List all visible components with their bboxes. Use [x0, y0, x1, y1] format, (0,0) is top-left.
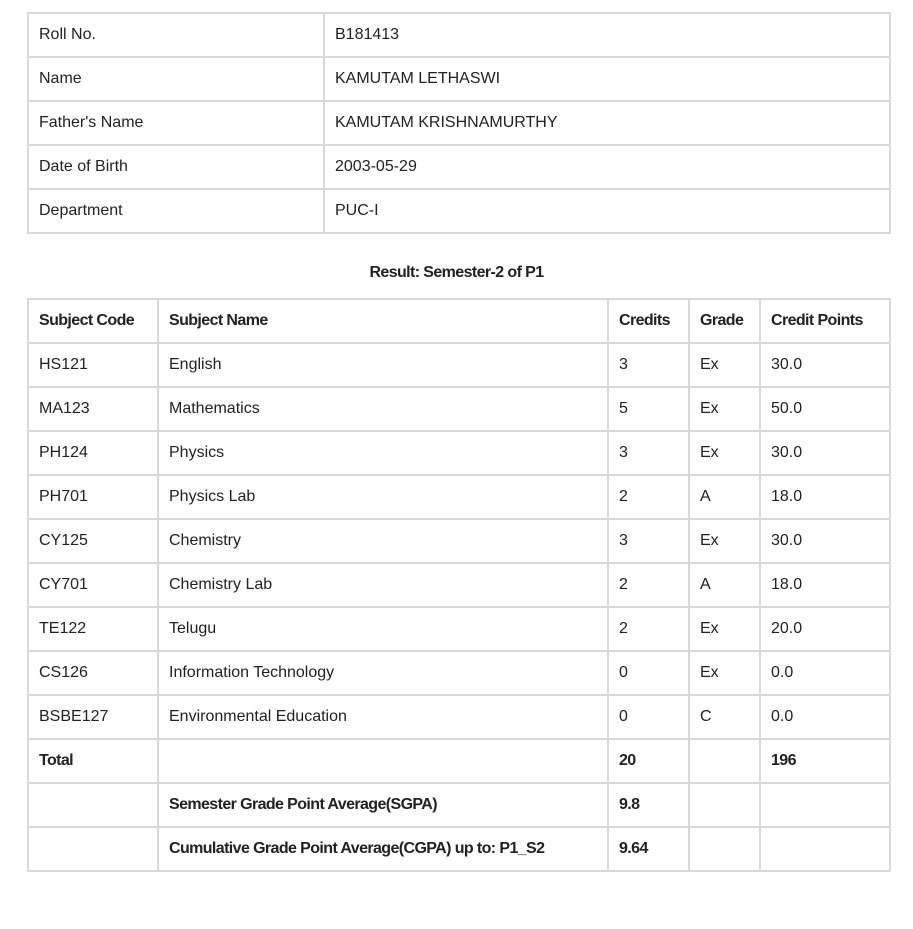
- father-value: KAMUTAM KRISHNAMURTHY: [324, 101, 890, 145]
- father-label: Father's Name: [28, 101, 324, 145]
- roll-label: Roll No.: [28, 13, 324, 57]
- table-row: [28, 607, 890, 651]
- subject-name: Physics Lab: [158, 475, 608, 519]
- dept-value: PUC-I: [324, 189, 890, 233]
- subject-name: Chemistry: [158, 519, 608, 563]
- subject-code: HS121: [28, 343, 158, 387]
- sgpa-empty-points: [760, 783, 890, 827]
- grade: Ex: [689, 343, 760, 387]
- total-empty-grade: [689, 739, 760, 783]
- grade: C: [689, 695, 760, 739]
- table-row: [28, 563, 890, 607]
- table-row: [28, 519, 890, 563]
- marks-table: [27, 298, 891, 872]
- name-row: [28, 57, 890, 101]
- credits: 5: [608, 387, 689, 431]
- credits: 2: [608, 607, 689, 651]
- grade: Ex: [689, 431, 760, 475]
- credit-points: 18.0: [760, 563, 890, 607]
- credits: 2: [608, 475, 689, 519]
- credit-points: 0.0: [760, 695, 890, 739]
- credit-points: 50.0: [760, 387, 890, 431]
- credit-points: 20.0: [760, 607, 890, 651]
- dob-label: Date of Birth: [28, 145, 324, 189]
- grade: Ex: [689, 651, 760, 695]
- credit-points: 30.0: [760, 343, 890, 387]
- table-row: [28, 475, 890, 519]
- header-credit-points: Credit Points: [760, 299, 890, 343]
- cgpa-empty-code: [28, 827, 158, 871]
- grade: A: [689, 563, 760, 607]
- subject-code: BSBE127: [28, 695, 158, 739]
- credits: 3: [608, 431, 689, 475]
- name-value: KAMUTAM LETHASWI: [324, 57, 890, 101]
- father-row: [28, 101, 890, 145]
- header-credits: Credits: [608, 299, 689, 343]
- dob-row: [28, 145, 890, 189]
- subject-name: Information Technology: [158, 651, 608, 695]
- grade: A: [689, 475, 760, 519]
- dept-row: [28, 189, 890, 233]
- grade: Ex: [689, 387, 760, 431]
- credits: 2: [608, 563, 689, 607]
- grade: Ex: [689, 519, 760, 563]
- credits: 0: [608, 695, 689, 739]
- credit-points: 0.0: [760, 651, 890, 695]
- credits: 3: [608, 343, 689, 387]
- name-label: Name: [28, 57, 324, 101]
- subject-code: TE122: [28, 607, 158, 651]
- subject-name: Telugu: [158, 607, 608, 651]
- total-label: Total: [28, 739, 158, 783]
- sgpa-value: 9.8: [608, 783, 689, 827]
- roll-value: B181413: [324, 13, 890, 57]
- dob-value: 2003-05-29: [324, 145, 890, 189]
- cgpa-empty-points: [760, 827, 890, 871]
- result-heading: Result: Semester-2 of P1: [369, 264, 544, 281]
- total-row: [28, 739, 890, 783]
- credits: 3: [608, 519, 689, 563]
- header-row: [28, 299, 890, 343]
- subject-code: CY701: [28, 563, 158, 607]
- dept-label: Department: [28, 189, 324, 233]
- subject-name: Physics: [158, 431, 608, 475]
- subject-name: Chemistry Lab: [158, 563, 608, 607]
- credit-points: 30.0: [760, 431, 890, 475]
- header-grade: Grade: [689, 299, 760, 343]
- student-info-table: [27, 12, 891, 234]
- cgpa-label: Cumulative Grade Point Average(CGPA) up to: P1_S2: [158, 827, 608, 871]
- credit-points: 30.0: [760, 519, 890, 563]
- cgpa-row: [28, 827, 890, 871]
- subject-code: PH701: [28, 475, 158, 519]
- table-row: [28, 343, 890, 387]
- subject-code: CY125: [28, 519, 158, 563]
- sgpa-row: [28, 783, 890, 827]
- subject-name: Environmental Education: [158, 695, 608, 739]
- credit-points: 18.0: [760, 475, 890, 519]
- subject-code: MA123: [28, 387, 158, 431]
- total-credits: 20: [608, 739, 689, 783]
- total-credit-points: 196: [760, 739, 890, 783]
- header-subject-code: Subject Code: [28, 299, 158, 343]
- subject-name: Mathematics: [158, 387, 608, 431]
- subject-code: CS126: [28, 651, 158, 695]
- table-row: [28, 695, 890, 739]
- table-row: [28, 651, 890, 695]
- grade: Ex: [689, 607, 760, 651]
- sgpa-empty-code: [28, 783, 158, 827]
- subject-code: PH124: [28, 431, 158, 475]
- table-row: [28, 431, 890, 475]
- table-row: [28, 387, 890, 431]
- total-empty-name: [158, 739, 608, 783]
- sgpa-label: Semester Grade Point Average(SGPA): [158, 783, 608, 827]
- roll-row: [28, 13, 890, 57]
- header-subject-name: Subject Name: [158, 299, 608, 343]
- cgpa-empty-grade: [689, 827, 760, 871]
- subject-name: English: [158, 343, 608, 387]
- cgpa-value: 9.64: [608, 827, 689, 871]
- sgpa-empty-grade: [689, 783, 760, 827]
- credits: 0: [608, 651, 689, 695]
